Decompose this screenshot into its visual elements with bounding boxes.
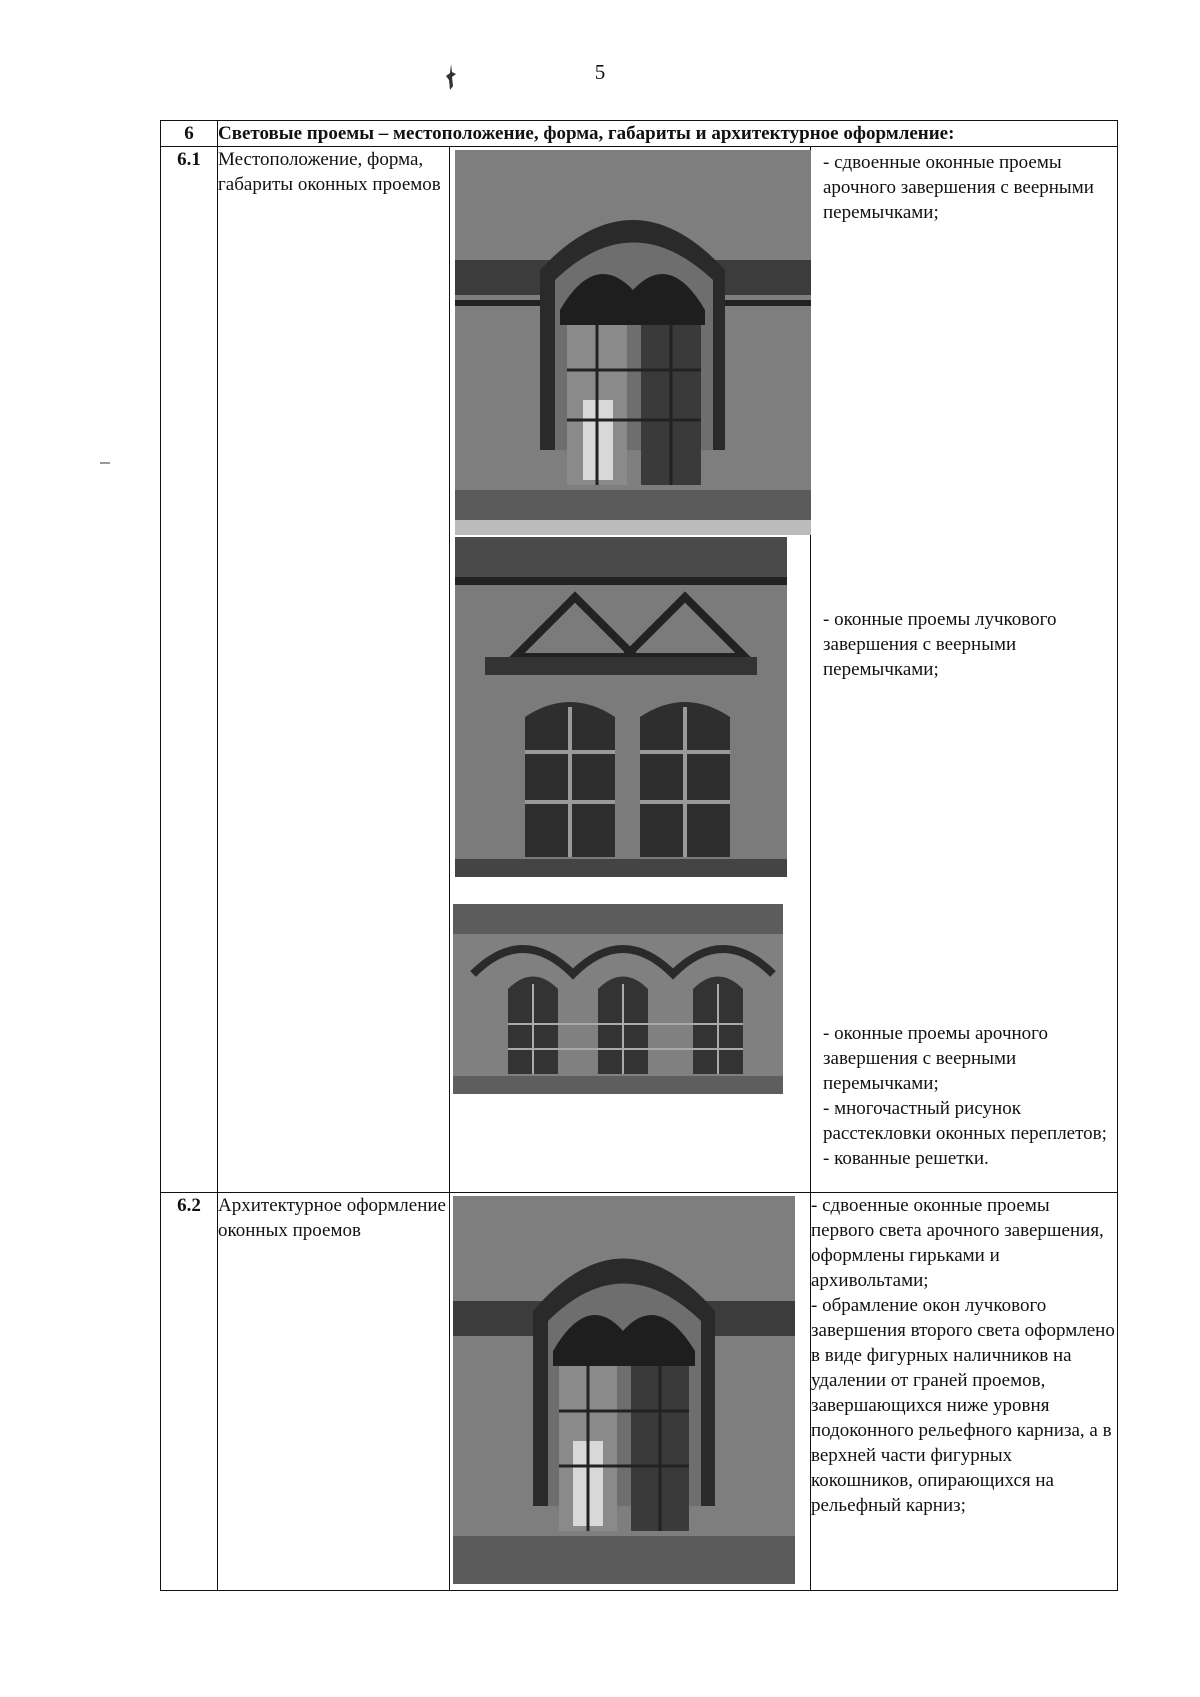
table-row (161, 1193, 1118, 1591)
margin-mark (100, 462, 110, 464)
row-number: 6.2 (161, 1193, 218, 1591)
list-item: - кованные решетки. (823, 1148, 989, 1169)
section-number: 6 (161, 121, 218, 147)
description-text: - оконные проемы лучкового завершения с веерными перемычками; (823, 609, 1057, 680)
row-label: Архитектурное оформление оконных проемов (218, 1193, 450, 1591)
page-number: 5 (594, 60, 606, 84)
table-row (161, 147, 1118, 1193)
photo-cell (450, 1193, 811, 1591)
list-item: - сдвоенные оконные проемы первого света арочного завершения, оформлены гирьками и архивольтами; (811, 1195, 1104, 1291)
list-item: - многочастный рисунок расстекловки оконных переплетов; (823, 1098, 1107, 1144)
arched-windows-row-photo (453, 904, 783, 1094)
photo-cell (450, 147, 811, 1193)
twin-arched-window-photo (453, 1196, 795, 1584)
description-cell (811, 1193, 1118, 1591)
list-item: - обрамление окон лучкового завершения второго света оформлено в виде фигурных наличников на удалении от граней проемов, завершающихся ниже уровня подоконного рельефного карниза, а в верхней части фигурных кокошников, опирающихся на рельефный карниз; (811, 1295, 1115, 1516)
characteristics-table (160, 120, 1118, 1591)
ink-mark-icon (443, 62, 459, 92)
description-text: - сдвоенные оконные проемы арочного завершения с веерными перемычками; (823, 152, 1094, 223)
section-header-row (161, 121, 1118, 147)
description-cell (811, 147, 1118, 1193)
row-number: 6.1 (161, 147, 218, 1193)
list-item: - оконные проемы арочного завершения с веерными перемычками; (823, 1023, 1048, 1094)
twin-arched-window-photo (455, 150, 811, 535)
segmental-windows-photo (455, 537, 787, 877)
section-title: Световые проемы – местоположение, форма, габариты и архитектурное оформление: (218, 121, 1118, 147)
row-label: Местоположение, форма, габариты оконных проемов (218, 147, 450, 1193)
description-list (823, 1021, 1111, 1171)
